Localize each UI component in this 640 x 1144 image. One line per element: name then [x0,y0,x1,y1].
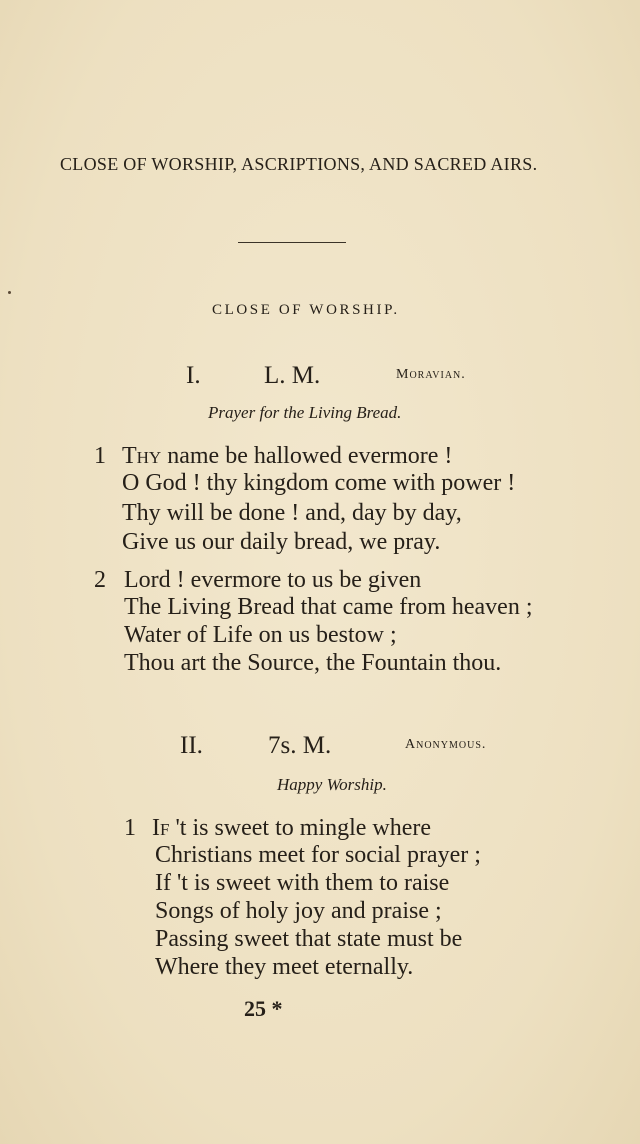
line-rest: name be hallowed evermore ! [161,443,453,469]
paper-speck [8,291,11,294]
hymn-1-meter: L. M. [264,362,321,389]
hymn-2-verse-1-line-4: Songs of holy joy and praise ; [155,898,442,924]
hymn-2-author: Anonymous. [405,737,487,752]
hymn-1-title: Prayer for the Living Bread. [208,403,402,422]
hymn-2-verse-1-line-2: Christians meet for social prayer ; [155,842,481,868]
hymn-1-verse-1-line-4: Give us our daily bread, we pray. [122,529,441,555]
hymn-2-verse-1-number: 1 [124,815,136,841]
hymn-1-verse-2-line-3: Water of Life on us bestow ; [124,622,397,648]
hymn-1-verse-2-line-1: Lord ! evermore to us be given [124,567,422,593]
section-heading: CLOSE OF WORSHIP, ASCRIPTIONS, AND SACRED AIRS. [60,154,538,174]
hymn-2-meter: 7s. M. [268,732,332,759]
hymn-1-number: I. [186,362,201,389]
hymn-1-verse-1-line-1 [122,443,452,470]
initial-word: If [152,815,170,841]
hymn-1-author: Moravian. [396,367,466,382]
hymn-2-verse-1-line-1 [152,815,431,842]
line-rest: 't is sweet to mingle where [169,815,432,841]
hymn-1-verse-1-line-2: O God ! thy kingdom come with power ! [122,470,516,496]
hymn-1-verse-2-line-4: Thou art the Source, the Fountain thou. [124,650,502,676]
hymn-2-number: II. [180,732,203,759]
initial-word: Thy [122,443,162,469]
hymn-2-verse-1-line-6: Where they meet eternally. [155,954,414,980]
heading-rule [238,242,346,243]
hymn-2-verse-1-line-3: If 't is sweet with them to raise [155,870,450,896]
hymn-1-verse-1-line-3: Thy will be done ! and, day by day, [122,500,462,526]
subsection-heading: CLOSE OF WORSHIP. [212,302,400,318]
hymn-1-verse-2-line-2: The Living Bread that came from heaven ; [124,594,533,620]
hymn-2-title: Happy Worship. [277,775,387,794]
page-number: 25 * [244,996,283,1021]
hymn-1-verse-2-number: 2 [94,567,106,593]
hymn-2-verse-1-line-5: Passing sweet that state must be [155,926,463,952]
hymn-1-verse-1-number: 1 [94,443,106,469]
